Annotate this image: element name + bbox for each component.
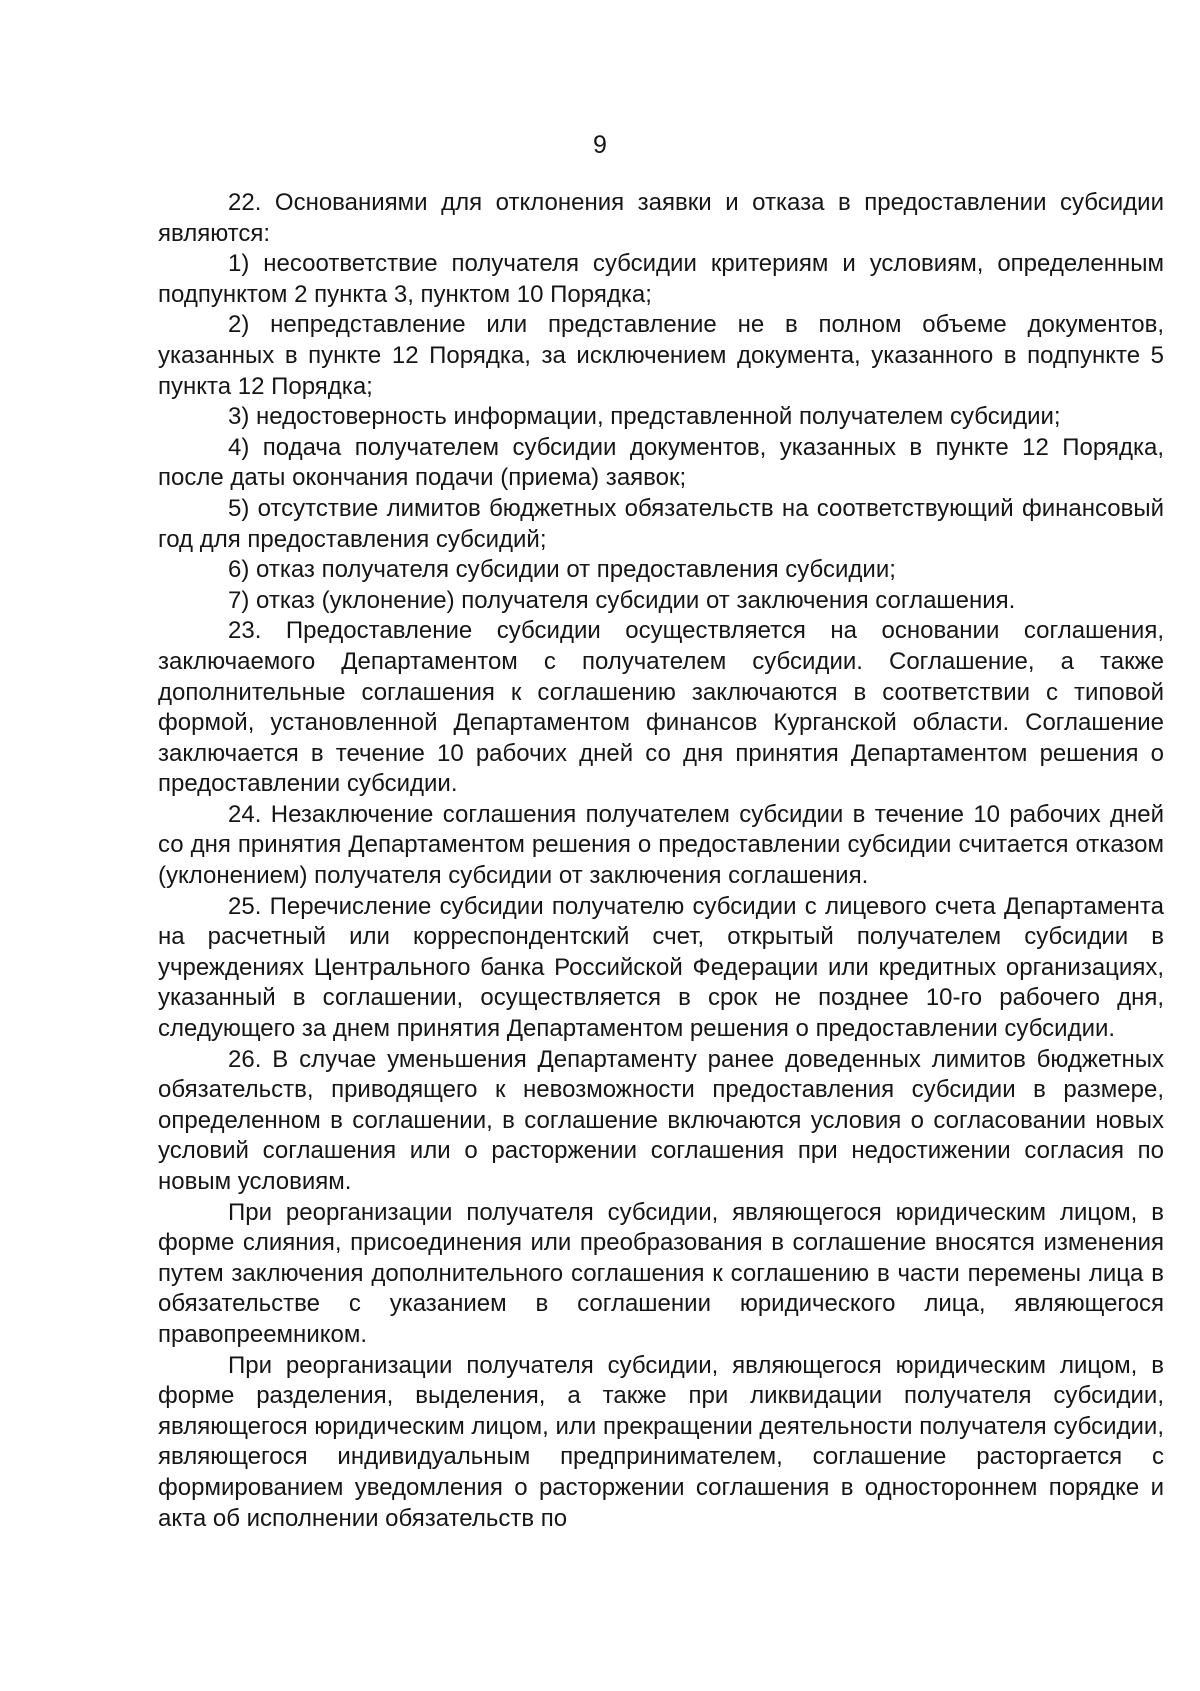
- paragraph-reorganization-division: При реорганизации получателя субсидии, являющегося юридическим лицом, в форме разделения, выделения, а также при ликвидации получателя субсидии, являющегося юридическим лицом, или прекращении деятельности получателя субсидии, являющегося индивидуальным предпринимателем, соглашение расторгается с формированием уведомления о расторжении соглашения в одностороннем порядке и акта об исполнении обязательств по: [158, 1351, 1164, 1532]
- list-item-7: 7) отказ (уклонение) получателя субсидии от заключения соглашения.: [228, 586, 1016, 614]
- list-item-6: 6) отказ получателя субсидии от предоставления субсидии;: [228, 556, 896, 584]
- list-item-2: 2) непредставление или представление не в полном объеме документов, указанных в пункте 12 Порядка, за исключением документа, указанного в подпункте 5 пункта 12 Порядка;: [158, 311, 1164, 400]
- list-item-4: 4) подача получателем субсидии документов, указанных в пункте 12 Порядка, после даты окончания подачи (приема) заявок;: [158, 433, 1164, 492]
- list-item-1: 1) несоответствие получателя субсидии критериям и условиям, определенным подпунктом 2 пункта 3, пунктом 10 Порядка;: [158, 250, 1164, 308]
- paragraph-25: 25. Перечисление субсидии получателю субсидии с лицевого счета Департамента на расчетный или корреспондентский счет, открытый получателем субсидии в учреждениях Центрального банка Российской Федерации или кредитных организациях, указанный в соглашении, осуществляется в срок не позднее 10-го рабочего дня, следующего за днем принятия Департаментом решения о предоставлении субсидии.: [158, 892, 1164, 1043]
- list-item-3: 3) недостоверность информации, представленной получателем субсидии;: [228, 403, 1061, 431]
- document-body: [158, 188, 1164, 1534]
- paragraph-reorganization-merger: При реорганизации получателя субсидии, являющегося юридическим лицом, в форме слияния, присоединения или преобразования в соглашение вносятся изменения путем заключения дополнительного соглашения к соглашению в части перемены лица в обязательстве с указанием в соглашении юридического лица, являющегося правопреемником.: [158, 1198, 1164, 1348]
- page-number: 9: [593, 131, 607, 159]
- paragraph-23: 23. Предоставление субсидии осуществляется на основании соглашения, заключаемого Департаментом с получателем субсидии. Соглашение, а также дополнительные соглашения к соглашению заключаются в соответствии с типовой формой, установленной Департаментом финансов Курганской области. Соглашение заключается в течение 10 рабочих дней со дня принятия Департаментом решения о предоставлении субсидии.: [158, 617, 1164, 798]
- paragraph-26: 26. В случае уменьшения Департаменту ранее доведенных лимитов бюджетных обязательств, приводящего к невозможности предоставления субсидии в размере, определенном в соглашении, в соглашение включаются условия о согласовании новых условий соглашения или о расторжении соглашения при недостижении согласия по новым условиям.: [158, 1045, 1164, 1195]
- paragraph-22: 22. Основаниями для отклонения заявки и отказа в предоставлении субсидии являются:: [158, 189, 1164, 247]
- paragraph-24: 24. Незаключение соглашения получателем субсидии в течение 10 рабочих дней со дня принятия Департаментом решения о предоставлении субсидии считается отказом (уклонением) получателя субсидии от заключения соглашения.: [158, 800, 1164, 890]
- list-item-5: 5) отсутствие лимитов бюджетных обязательств на соответствующий финансовый год для предоставления субсидий;: [158, 494, 1164, 553]
